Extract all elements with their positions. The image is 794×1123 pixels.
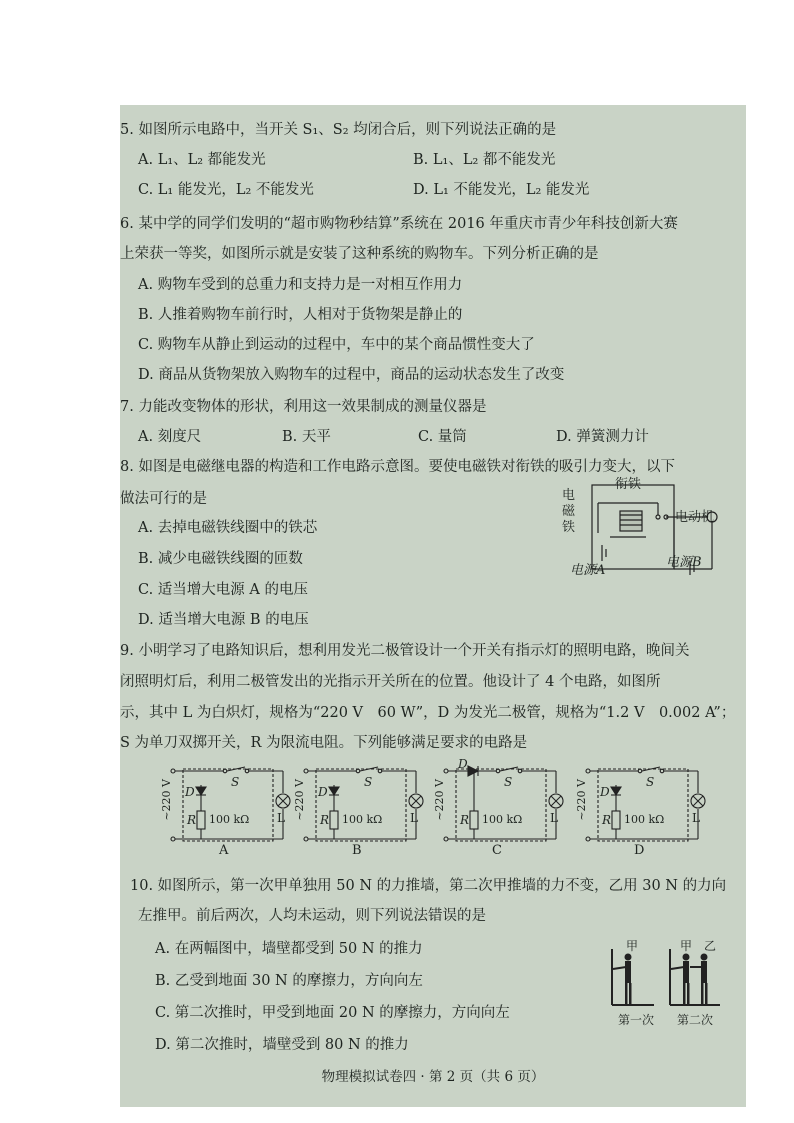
circuit-c-d-label: D: [458, 757, 468, 771]
q8-option-b: B. 减少电磁铁线圈的匝数: [138, 551, 303, 567]
q7-option-d: D. 弹簧测力计: [556, 429, 649, 445]
circuit-b-r-label: R: [320, 813, 330, 827]
circuit-b-resistor-value: 100 kΩ: [342, 813, 383, 826]
circuit-a-l-label: L: [277, 811, 285, 825]
q10-option-d: D. 第二次推时，墙壁受到 80 N 的推力: [155, 1037, 409, 1053]
q5-option-b: B. L₁、L₂ 都不能发光: [413, 152, 556, 168]
question-6-stem-line2: 上荣获一等奖，如图所示就是安装了这种系统的购物车。下列分析正确的是: [120, 246, 599, 262]
circuit-b-voltage: ~220 V: [293, 779, 306, 821]
circuit-c-voltage: ~220 V: [433, 779, 446, 821]
circuit-b-l-label: L: [410, 811, 418, 825]
relay-motor-label: 电动机: [675, 510, 715, 525]
question-8-stem-line1: 8. 如图是电磁继电器的构造和工作电路示意图。要使电磁铁对衔铁的吸引力变大，以下: [120, 459, 675, 475]
label-jia-2: 甲: [680, 939, 693, 953]
question-10-stem-line2: 左推甲。前后两次，人均未运动，则下列说法错误的是: [138, 908, 486, 924]
q5-option-a: A. L₁、L₂ 都能发光: [138, 152, 266, 168]
circuit-c-s-label: S: [504, 775, 513, 789]
circuit-a-s-label: S: [231, 775, 240, 789]
q10-option-a: A. 在两幅图中，墙壁都受到 50 N 的推力: [155, 941, 423, 957]
q6-option-c: C. 购物车从静止到运动的过程中，车中的某个商品惯性变大了: [138, 337, 535, 353]
circuit-d-voltage: ~220 V: [575, 779, 588, 821]
circuit-c-option-letter: C: [492, 843, 502, 858]
q8-option-d: D. 适当增大电源 B 的电压: [138, 612, 309, 628]
question-7-stem: 7. 力能改变物体的形状，利用这一效果制成的测量仪器是: [120, 399, 487, 415]
question-5-stem: 5. 如图所示电路中，当开关 S₁、S₂ 均闭合后，则下列说法正确的是: [120, 122, 557, 138]
question-8-stem-line2: 做法可行的是: [120, 491, 207, 507]
label-yi: 乙: [704, 939, 717, 953]
page-footer: 物理模拟试卷四 · 第 2 页（共 6 页）: [321, 1069, 545, 1085]
circuit-a-option-letter: A: [219, 843, 229, 858]
circuit-d-resistor-value: 100 kΩ: [624, 813, 665, 826]
q10-option-c: C. 第二次推时，甲受到地面 20 N 的摩擦力，方向向左: [155, 1005, 510, 1021]
question-9-stem-line4: S 为单刀双掷开关，R 为限流电阻。下列能够满足要求的电路是: [120, 735, 528, 751]
circuit-b-d-label: D: [318, 785, 328, 799]
q6-option-a: A. 购物车受到的总重力和支持力是一对相互作用力: [138, 277, 463, 293]
question-9-stem-line1: 9. 小明学习了电路知识后，想利用发光二极管设计一个开关有指示灯的照明电路，晚间关: [120, 643, 690, 659]
question-9-stem-line2: 闭照明灯后，利用二极管发出的光指示开关所在的位置。他设计了 4 个电路，如图所: [120, 674, 661, 690]
circuit-b: [293, 763, 428, 863]
circuit-a-resistor-value: 100 kΩ: [209, 813, 250, 826]
circuit-c-l-label: L: [550, 811, 558, 825]
circuit-d: [575, 763, 710, 863]
label-first-time: 第一次: [618, 1013, 655, 1027]
exam-sheet: [120, 105, 746, 1107]
circuit-a-r-label: R: [187, 813, 197, 827]
question-6-stem-line1: 6. 某中学的同学们发明的“超市购物秒结算”系统在 2016 年重庆市青少年科技创新大赛: [120, 216, 678, 232]
q6-option-b: B. 人推着购物车前行时，人相对于货物架是静止的: [138, 307, 463, 323]
circuit-d-s-label: S: [646, 775, 655, 789]
circuit-d-d-label: D: [600, 785, 610, 799]
circuit-c-r-label: R: [460, 813, 470, 827]
circuit-d-option-letter: D: [634, 843, 645, 858]
q5-option-c: C. L₁ 能发光，L₂ 不能发光: [138, 182, 314, 198]
q6-option-d: D. 商品从货物架放入购物车的过程中，商品的运动状态发生了改变: [138, 367, 565, 383]
q8-option-c: C. 适当增大电源 A 的电压: [138, 582, 308, 598]
relay-electromagnet-label: 电磁铁: [562, 488, 576, 535]
question-10-stem-line1: 10. 如图所示，第一次甲单独用 50 N 的力推墙，第二次甲推墙的力不变，乙用 30 N 的力向: [130, 878, 727, 894]
circuit-a: [160, 763, 295, 863]
circuit-a-d-label: D: [185, 785, 195, 799]
circuit-b-s-label: S: [364, 775, 373, 789]
relay-source-b-label: 电源B: [666, 555, 702, 570]
question-9-stem-line3: 示，其中 L 为白炽灯，规格为“220 V 60 W”，D 为发光二极管，规格为“1.2 V 0.002 A”；: [120, 705, 736, 721]
circuit-b-option-letter: B: [352, 843, 362, 858]
label-jia-1: 甲: [626, 939, 639, 953]
relay-armature-label: 衔铁: [615, 477, 642, 492]
circuit-c: [433, 757, 568, 863]
circuit-d-l-label: L: [692, 811, 700, 825]
q7-option-a: A. 刻度尺: [138, 429, 202, 445]
circuit-a-voltage: ~220 V: [160, 779, 173, 821]
q5-option-d: D. L₁ 不能发光，L₂ 能发光: [413, 182, 590, 198]
circuit-c-resistor-value: 100 kΩ: [482, 813, 523, 826]
label-second-time: 第二次: [677, 1013, 714, 1027]
q7-option-c: C. 量筒: [418, 429, 467, 445]
q8-option-a: A. 去掉电磁铁线圈中的铁芯: [138, 520, 318, 536]
circuit-d-r-label: R: [602, 813, 612, 827]
relay-source-a-label: 电源A: [570, 563, 606, 578]
q7-option-b: B. 天平: [282, 429, 331, 445]
q10-option-b: B. 乙受到地面 30 N 的摩擦力，方向向左: [155, 973, 423, 989]
